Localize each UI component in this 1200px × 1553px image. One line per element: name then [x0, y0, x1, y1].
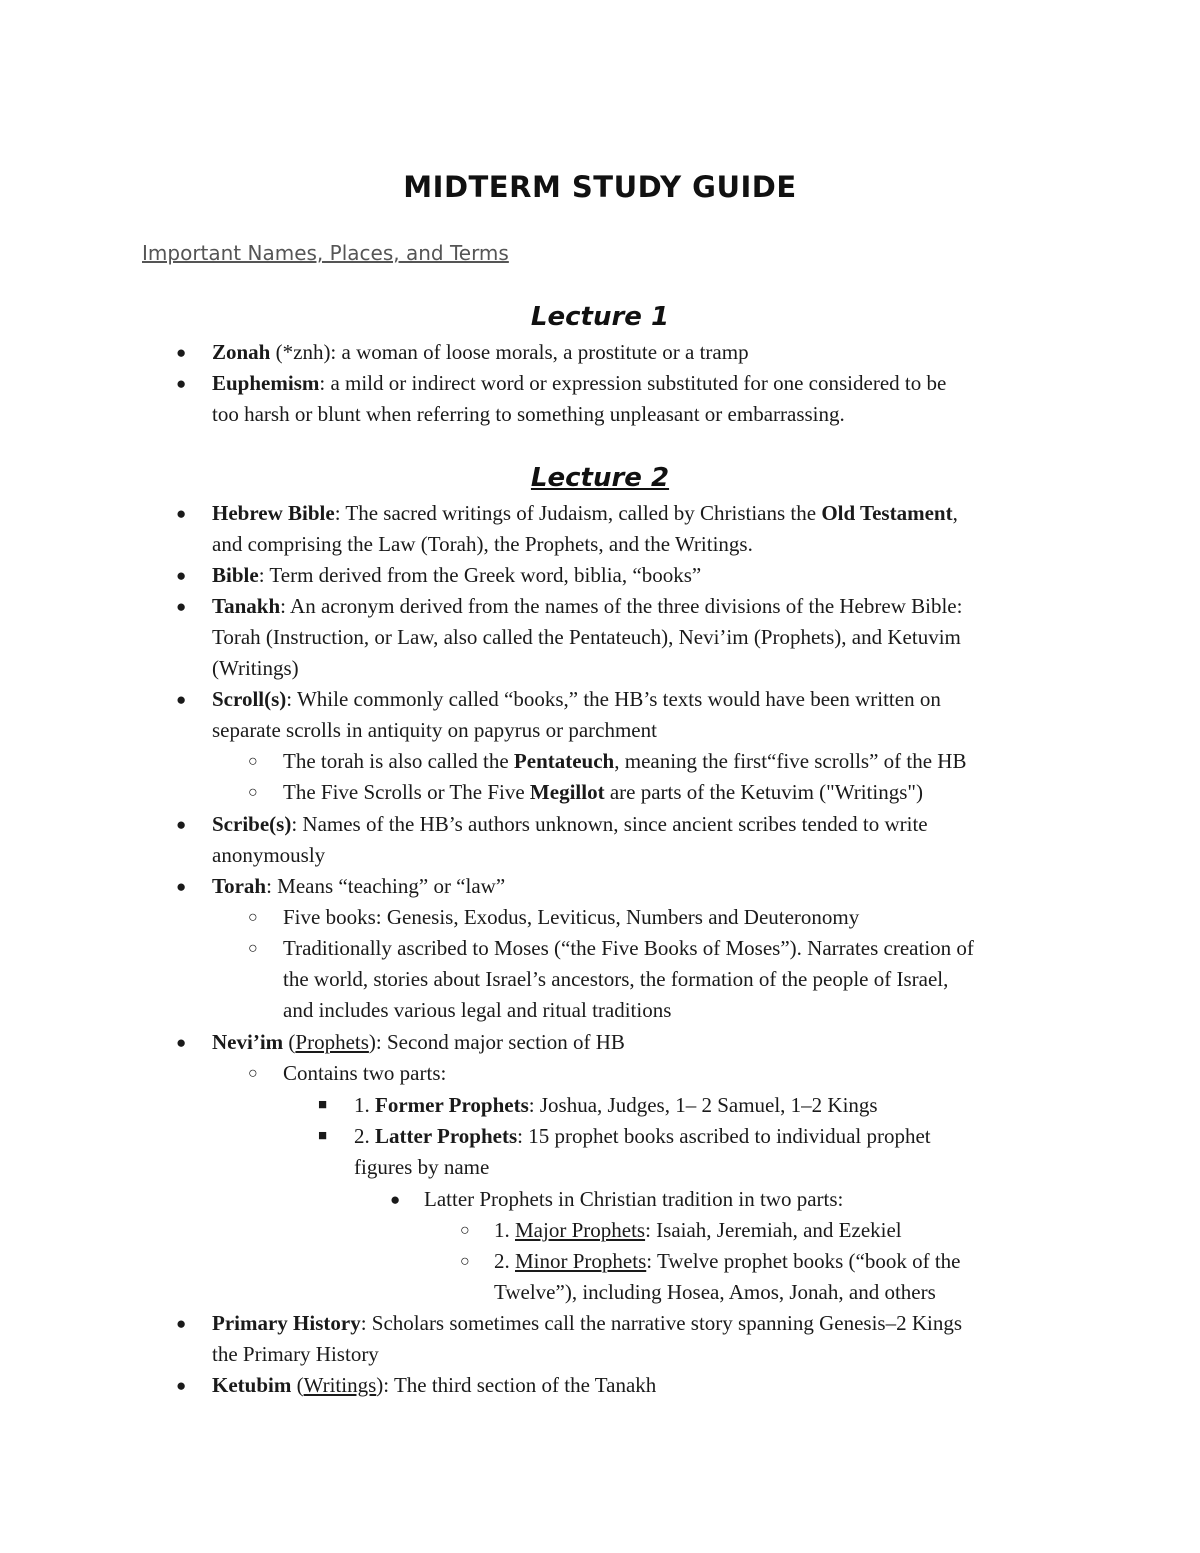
bullet-icon: ● [176, 504, 187, 523]
bullet-icon: ● [176, 1033, 187, 1052]
square-bullet-icon: ■ [318, 1128, 328, 1144]
list-item-megillot: The Five Scrolls or The Five Megillot are parts of the Ketuvim ("Writings") [283, 780, 923, 804]
page-title: MIDTERM STUDY GUIDE [403, 170, 797, 204]
bullet-icon: ● [176, 1314, 187, 1333]
bullet-icon: ● [390, 1190, 401, 1209]
bullet-icon: ● [176, 877, 187, 896]
list-item-moses: Traditionally ascribed to Moses (“the Five Books of Moses”). Narrates creation of the world, stories about Israel’s ancestors, the formation of the people of Israel, and includes various legal and ritual traditions [283, 936, 974, 1022]
section-heading: Important Names, Places, and Terms [142, 241, 509, 265]
list-item-two-parts: Contains two parts: [283, 1061, 447, 1085]
list-item-christian-tradition: Latter Prophets in Christian tradition in two parts: [424, 1187, 844, 1211]
bullet-icon: ● [176, 1376, 187, 1395]
list-item-pentateuch: The torah is also called the Pentateuch, meaning the first“five scrolls” of the HB [283, 749, 967, 773]
bullet-icon: ● [176, 690, 187, 709]
list-item-minor-prophets: 2. Minor Prophets: Twelve prophet books (“book of the Twelve”), including Hosea, Amos, Jonah, and others [494, 1249, 961, 1304]
bullet-icon: ● [176, 566, 187, 585]
list-item-former-prophets: 1. Former Prophets: Joshua, Judges, 1– 2 Samuel, 1–2 Kings [354, 1093, 878, 1117]
circle-bullet-icon: ○ [460, 1253, 470, 1270]
lecture-1-heading: Lecture 1 [530, 302, 670, 332]
bullet-icon: ● [176, 815, 187, 834]
circle-bullet-icon: ○ [248, 753, 258, 770]
list-item-bible: Bible: Term derived from the Greek word, biblia, “books” [212, 563, 702, 587]
list-item-scribes: Scribe(s): Names of the HB’s authors unknown, since ancient scribes tended to write anonymously [212, 812, 928, 867]
bullet-icon: ● [176, 597, 187, 616]
circle-bullet-icon: ○ [460, 1222, 470, 1239]
bullet-icon: ● [176, 343, 187, 362]
list-item-euphemism: Euphemism: a mild or indirect word or expression substituted for one considered to be too harsh or blunt when referring to something unpleasant or embarrassing. [212, 371, 947, 426]
circle-bullet-icon: ○ [248, 909, 258, 926]
list-item-neviim: Nevi’im (Prophets): Second major section of HB [212, 1030, 625, 1054]
list-item-primary-history: Primary History: Scholars sometimes call the narrative story spanning Genesis–2 Kings the Primary History [212, 1311, 963, 1366]
list-item-tanakh: Tanakh: An acronym derived from the names of the three divisions of the Hebrew Bible: Torah (Instruction, or Law, also called the Pentateuch), Nevi’im (Prophets), and Ketuvim (Writings) [212, 594, 963, 680]
circle-bullet-icon: ○ [248, 784, 258, 801]
bullet-icon: ● [176, 374, 187, 393]
list-item-ketubim: Ketubim (Writings): The third section of the Tanakh [212, 1373, 657, 1397]
list-item-hebrew-bible: Hebrew Bible: The sacred writings of Judaism, called by Christians the Old Testament, and comprising the Law (Torah), the Prophets, and the Writings. [212, 501, 958, 556]
square-bullet-icon: ■ [318, 1097, 328, 1113]
list-item-zonah: Zonah (*znh): a woman of loose morals, a prostitute or a tramp [212, 340, 749, 364]
list-item-torah: Torah: Means “teaching” or “law” [212, 874, 506, 898]
circle-bullet-icon: ○ [248, 1065, 258, 1082]
list-item-major-prophets: 1. Major Prophets: Isaiah, Jeremiah, and Ezekiel [494, 1218, 902, 1242]
list-item-scrolls: Scroll(s): While commonly called “books,” the HB’s texts would have been written on separate scrolls in antiquity on papyrus or parchment [212, 687, 941, 742]
lecture-2-heading: Lecture 2 [530, 463, 670, 493]
list-item-latter-prophets: 2. Latter Prophets: 15 prophet books ascribed to individual prophet figures by name [354, 1124, 931, 1179]
list-item-five-books: Five books: Genesis, Exodus, Leviticus, Numbers and Deuteronomy [283, 905, 860, 929]
circle-bullet-icon: ○ [248, 940, 258, 957]
